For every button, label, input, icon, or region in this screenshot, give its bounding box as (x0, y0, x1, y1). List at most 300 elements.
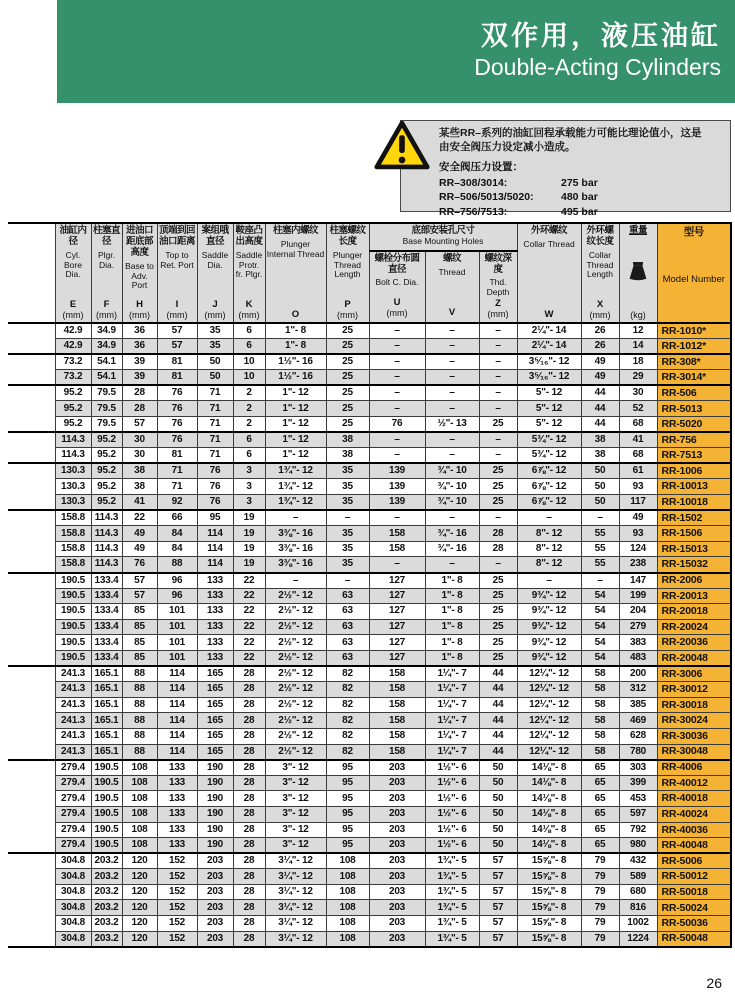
value-cell: 203 (369, 822, 425, 838)
model-cell: RR-1010* (657, 323, 731, 339)
value-cell: 203 (369, 806, 425, 822)
value-cell: 44 (581, 401, 619, 417)
value-cell: 50 (581, 463, 619, 479)
value-cell: 2½"- 12 (265, 635, 326, 651)
value-cell: 158 (369, 541, 425, 557)
value-cell: 82 (326, 728, 369, 744)
pressure-model: RR–308/3014: (439, 176, 508, 189)
value-cell: 76 (122, 557, 157, 573)
value-cell: 133 (197, 588, 233, 604)
table-row (8, 791, 731, 807)
margin-rail-cell (8, 682, 55, 698)
value-cell: 10 (233, 354, 265, 370)
value-cell: 57 (479, 853, 517, 869)
value-cell: – (581, 510, 619, 526)
value-cell: 28 (122, 401, 157, 417)
value-cell: 165 (197, 728, 233, 744)
value-cell: 108 (326, 884, 369, 900)
value-cell: 108 (326, 869, 369, 885)
value-cell: 63 (326, 604, 369, 620)
value-cell: 44 (479, 744, 517, 760)
value-cell: 82 (326, 697, 369, 713)
value-cell: 68 (619, 448, 657, 464)
value-cell: 35 (326, 463, 369, 479)
value-cell: 28 (233, 728, 265, 744)
value-cell: 15⅝"- 8 (517, 869, 581, 885)
col-header-mount-thread: 螺纹 Thread V (425, 251, 479, 323)
value-cell: – (479, 354, 517, 370)
model-cell: RR-1012* (657, 339, 731, 355)
value-cell: 190.5 (91, 775, 122, 791)
value-cell: 1"- 12 (265, 448, 326, 464)
value-cell: 22 (122, 510, 157, 526)
value-cell: 49 (581, 370, 619, 386)
value-cell: 76 (197, 463, 233, 479)
value-cell: 54 (581, 604, 619, 620)
value-cell: 52 (619, 401, 657, 417)
model-cell: RR-3006 (657, 666, 731, 682)
value-cell: 54.1 (91, 370, 122, 386)
value-cell: 133 (197, 619, 233, 635)
model-cell: RR-30018 (657, 697, 731, 713)
value-cell: 1¾"- 5 (425, 931, 479, 947)
table-row (8, 526, 731, 542)
table-row (8, 760, 731, 776)
value-cell: 57 (122, 588, 157, 604)
value-cell: 12¼"- 12 (517, 682, 581, 698)
spec-table (8, 222, 732, 948)
value-cell: 28 (233, 884, 265, 900)
value-cell: 19 (233, 510, 265, 526)
model-cell: RR-1006 (657, 463, 731, 479)
margin-rail-cell (8, 744, 55, 760)
value-cell: 303 (619, 760, 657, 776)
value-cell: 81 (157, 354, 197, 370)
model-cell: RR-20048 (657, 650, 731, 666)
value-cell: 34.9 (91, 323, 122, 339)
value-cell: 101 (157, 635, 197, 651)
table-row (8, 916, 731, 932)
margin-rail-cell (8, 385, 55, 401)
value-cell: 9¾"- 12 (517, 604, 581, 620)
value-cell: 114 (197, 541, 233, 557)
value-cell: 1¾"- 12 (265, 479, 326, 495)
value-cell: 190.5 (91, 791, 122, 807)
value-cell: 79.5 (91, 417, 122, 433)
value-cell: 1"- 12 (265, 385, 326, 401)
value-cell: – (425, 557, 479, 573)
spec-table-wrap (8, 222, 732, 948)
model-cell: RR-50048 (657, 931, 731, 947)
value-cell: 279.4 (55, 775, 91, 791)
value-cell: 133 (157, 822, 197, 838)
value-cell: 6⅞"- 12 (517, 495, 581, 511)
value-cell: 158.8 (55, 541, 91, 557)
model-cell: RR-40018 (657, 791, 731, 807)
value-cell: 25 (479, 650, 517, 666)
value-cell: 279.4 (55, 760, 91, 776)
value-cell: 190.5 (55, 619, 91, 635)
value-cell: 38 (122, 479, 157, 495)
value-cell: 114.3 (91, 557, 122, 573)
model-cell: RR-756 (657, 432, 731, 448)
value-cell: – (369, 401, 425, 417)
col-header-top-port: 顶端到回油口距离 Top to Ret. Port I (mm) (157, 223, 197, 323)
value-cell: 25 (326, 401, 369, 417)
model-cell: RR-40012 (657, 775, 731, 791)
value-cell: 9¾"- 12 (517, 588, 581, 604)
value-cell: 101 (157, 619, 197, 635)
value-cell: 190.5 (55, 635, 91, 651)
value-cell: 82 (326, 666, 369, 682)
value-cell: 279.4 (55, 822, 91, 838)
value-cell: 165 (197, 666, 233, 682)
value-cell: 628 (619, 728, 657, 744)
value-cell: 133.4 (91, 588, 122, 604)
value-cell: 1¾"- 12 (265, 463, 326, 479)
value-cell: 26 (581, 339, 619, 355)
value-cell: 1¼"- 7 (425, 728, 479, 744)
table-row (8, 869, 731, 885)
table-row (8, 822, 731, 838)
value-cell: 25 (326, 385, 369, 401)
value-cell: 84 (157, 541, 197, 557)
value-cell: 3 (233, 479, 265, 495)
value-cell: 133 (197, 604, 233, 620)
model-cell: RR-10013 (657, 479, 731, 495)
value-cell: 203.2 (91, 869, 122, 885)
value-cell: 203 (197, 884, 233, 900)
value-cell: 1½"- 6 (425, 838, 479, 854)
value-cell: 65 (581, 838, 619, 854)
value-cell: 22 (233, 635, 265, 651)
value-cell: 14⅛"- 8 (517, 838, 581, 854)
value-cell: 165.1 (91, 744, 122, 760)
value-cell: 1"- 8 (425, 604, 479, 620)
value-cell: 3⁵⁄₁₆"- 12 (517, 354, 581, 370)
value-cell: 139 (369, 479, 425, 495)
table-row (8, 884, 731, 900)
value-cell: 279.4 (55, 791, 91, 807)
margin-rail-cell (8, 588, 55, 604)
value-cell: 1002 (619, 916, 657, 932)
value-cell: 203 (369, 791, 425, 807)
value-cell: 2 (233, 417, 265, 433)
value-cell: 304.8 (55, 916, 91, 932)
table-row (8, 713, 731, 729)
value-cell: 158 (369, 744, 425, 760)
table-row (8, 697, 731, 713)
value-cell: 158 (369, 697, 425, 713)
value-cell: 1"- 8 (425, 650, 479, 666)
value-cell: 28 (233, 666, 265, 682)
value-cell: 38 (581, 432, 619, 448)
value-cell: 28 (233, 806, 265, 822)
value-cell: 117 (619, 495, 657, 511)
value-cell: 241.3 (55, 713, 91, 729)
value-cell: 1224 (619, 931, 657, 947)
value-cell: 203.2 (91, 884, 122, 900)
table-row (8, 650, 731, 666)
value-cell: 22 (233, 604, 265, 620)
value-cell: 1¾"- 5 (425, 853, 479, 869)
value-cell: 49 (122, 526, 157, 542)
value-cell: 114 (197, 557, 233, 573)
value-cell: 44 (479, 697, 517, 713)
value-cell: 25 (479, 479, 517, 495)
value-cell: 108 (122, 806, 157, 822)
value-cell: 2½"- 12 (265, 588, 326, 604)
value-cell: 2½"- 12 (265, 682, 326, 698)
value-cell: 79 (581, 869, 619, 885)
value-cell: – (425, 448, 479, 464)
value-cell: 28 (233, 744, 265, 760)
value-cell: 190 (197, 806, 233, 822)
value-cell: 65 (581, 822, 619, 838)
value-cell: 12 (619, 323, 657, 339)
value-cell: 30 (122, 448, 157, 464)
margin-rail-cell (8, 573, 55, 589)
value-cell: – (369, 385, 425, 401)
value-cell: ¾"- 16 (425, 526, 479, 542)
value-cell: 22 (233, 650, 265, 666)
model-cell: RR-2006 (657, 573, 731, 589)
value-cell: 114 (157, 744, 197, 760)
value-cell: 5"- 12 (517, 385, 581, 401)
model-cell: RR-5006 (657, 853, 731, 869)
value-cell: 1"- 8 (425, 635, 479, 651)
model-cell: RR-7513 (657, 448, 731, 464)
value-cell: 3¼"- 12 (265, 916, 326, 932)
value-cell: 190.5 (91, 806, 122, 822)
value-cell: 158.8 (55, 557, 91, 573)
value-cell: 6⅞"- 12 (517, 479, 581, 495)
value-cell: 152 (157, 900, 197, 916)
margin-rail-cell (8, 370, 55, 386)
value-cell: 1¼"- 7 (425, 713, 479, 729)
value-cell: 3"- 12 (265, 791, 326, 807)
value-cell: 8"- 12 (517, 526, 581, 542)
value-cell: 1½"- 6 (425, 760, 479, 776)
value-cell: 25 (479, 619, 517, 635)
value-cell: 3⅜"- 16 (265, 541, 326, 557)
value-cell: 139 (369, 495, 425, 511)
value-cell: 58 (581, 697, 619, 713)
page-number: 26 (706, 975, 722, 991)
value-cell: ¾"- 16 (425, 541, 479, 557)
value-cell: – (425, 385, 479, 401)
col-header-saddle-dia: 案组哦直径 Saddle Dia. J (mm) (197, 223, 233, 323)
value-cell: – (326, 573, 369, 589)
value-cell: 50 (479, 760, 517, 776)
table-row (8, 806, 731, 822)
value-cell: 50 (479, 838, 517, 854)
margin-rail-cell (8, 760, 55, 776)
value-cell: 152 (157, 853, 197, 869)
page-banner (57, 0, 735, 103)
value-cell: 71 (197, 432, 233, 448)
value-cell: 8"- 12 (517, 557, 581, 573)
value-cell: 1"- 12 (265, 401, 326, 417)
value-cell: 1¼"- 7 (425, 666, 479, 682)
value-cell: 50 (197, 354, 233, 370)
model-cell: RR-30024 (657, 713, 731, 729)
value-cell: 66 (157, 510, 197, 526)
value-cell: 6 (233, 339, 265, 355)
value-cell: 58 (581, 666, 619, 682)
table-row (8, 495, 731, 511)
value-cell: 71 (157, 479, 197, 495)
value-cell: 980 (619, 838, 657, 854)
value-cell: 2 (233, 385, 265, 401)
value-cell: 63 (326, 650, 369, 666)
value-cell: 133 (197, 573, 233, 589)
margin-rail-cell (8, 916, 55, 932)
model-cell: RR-20024 (657, 619, 731, 635)
margin-rail-cell (8, 463, 55, 479)
value-cell: 1½"- 16 (265, 370, 326, 386)
margin-rail-cell (8, 541, 55, 557)
value-cell: 165.1 (91, 682, 122, 698)
value-cell: 108 (326, 900, 369, 916)
value-cell: 203.2 (91, 916, 122, 932)
margin-rail-cell (8, 900, 55, 916)
table-row (8, 744, 731, 760)
model-cell: RR-50018 (657, 884, 731, 900)
model-cell: RR-30036 (657, 728, 731, 744)
value-cell: 5"- 12 (517, 401, 581, 417)
value-cell: 1¾"- 5 (425, 884, 479, 900)
pressure-model: RR–756/7513: (439, 205, 508, 218)
value-cell: – (581, 573, 619, 589)
value-cell: – (369, 432, 425, 448)
table-row (8, 635, 731, 651)
value-cell: 597 (619, 806, 657, 822)
value-cell: 1"- 8 (265, 323, 326, 339)
value-cell: – (265, 510, 326, 526)
value-cell: 780 (619, 744, 657, 760)
table-row (8, 370, 731, 386)
value-cell: 12¼"- 12 (517, 697, 581, 713)
value-cell: 241.3 (55, 744, 91, 760)
margin-rail-cell (8, 479, 55, 495)
col-header-plunger-thread-length: 柱塞螺纹长度 Plunger Thread Length P (mm) (326, 223, 369, 323)
value-cell: 114 (157, 713, 197, 729)
value-cell: 6 (233, 448, 265, 464)
value-cell: 28 (233, 900, 265, 916)
value-cell: 139 (369, 463, 425, 479)
value-cell: 76 (157, 432, 197, 448)
value-cell: 101 (157, 650, 197, 666)
margin-rail-cell (8, 838, 55, 854)
page-title-en: Double-Acting Cylinders (474, 54, 721, 81)
value-cell: 96 (157, 588, 197, 604)
margin-rail-cell (8, 806, 55, 822)
value-cell: 1¾"- 5 (425, 900, 479, 916)
value-cell: 199 (619, 588, 657, 604)
value-cell: 12¼"- 12 (517, 728, 581, 744)
value-cell: 190 (197, 760, 233, 776)
value-cell: 1¾"- 12 (265, 495, 326, 511)
value-cell: 1½"- 6 (425, 775, 479, 791)
value-cell: 5"- 12 (517, 417, 581, 433)
col-header-collar-thread: 外环螺纹 Collar Thread W (517, 223, 581, 323)
table-row (8, 354, 731, 370)
value-cell: 114 (157, 728, 197, 744)
value-cell: 42.9 (55, 339, 91, 355)
value-cell: 241.3 (55, 728, 91, 744)
value-cell: 50 (479, 806, 517, 822)
value-cell: 190 (197, 822, 233, 838)
value-cell: 1"- 12 (265, 417, 326, 433)
value-cell: 76 (369, 417, 425, 433)
margin-rail-cell (8, 853, 55, 869)
value-cell: 158 (369, 728, 425, 744)
value-cell: 88 (157, 557, 197, 573)
value-cell: 1¼"- 7 (425, 744, 479, 760)
value-cell: 133.4 (91, 604, 122, 620)
value-cell: 28 (233, 697, 265, 713)
col-header-base-port: 进油口距底部高度 Base to Adv. Port H (mm) (122, 223, 157, 323)
table-row (8, 604, 731, 620)
value-cell: 203 (369, 884, 425, 900)
value-cell: 71 (197, 401, 233, 417)
value-cell: 14⅛"- 8 (517, 760, 581, 776)
margin-rail-cell (8, 775, 55, 791)
value-cell: 85 (122, 650, 157, 666)
value-cell: 120 (122, 900, 157, 916)
value-cell: 158 (369, 526, 425, 542)
value-cell: 57 (479, 916, 517, 932)
value-cell: 190.5 (91, 760, 122, 776)
value-cell: 58 (581, 682, 619, 698)
value-cell: 127 (369, 573, 425, 589)
value-cell: – (425, 354, 479, 370)
value-cell: 28 (233, 760, 265, 776)
value-cell: 95.2 (91, 479, 122, 495)
value-cell: 120 (122, 884, 157, 900)
value-cell: 44 (479, 682, 517, 698)
value-cell: 57 (122, 417, 157, 433)
model-cell: RR-308* (657, 354, 731, 370)
value-cell: 1½"- 6 (425, 806, 479, 822)
value-cell: 127 (369, 635, 425, 651)
value-cell: 241.3 (55, 666, 91, 682)
value-cell: 25 (326, 417, 369, 433)
col-header-plunger-dia: 柱塞直径 Plgr. Dia. F (mm) (91, 223, 122, 323)
value-cell: 304.8 (55, 853, 91, 869)
model-cell: RR-20036 (657, 635, 731, 651)
value-cell: 93 (619, 479, 657, 495)
value-cell: 130.3 (55, 463, 91, 479)
value-cell: 2¼"- 14 (517, 339, 581, 355)
value-cell: 203 (369, 838, 425, 854)
value-cell: 6 (233, 323, 265, 339)
value-cell: 41 (619, 432, 657, 448)
margin-rail-cell (8, 619, 55, 635)
value-cell: 3⅜"- 16 (265, 526, 326, 542)
value-cell: 79 (581, 900, 619, 916)
value-cell: 3"- 12 (265, 760, 326, 776)
value-cell: – (479, 448, 517, 464)
value-cell: 200 (619, 666, 657, 682)
col-header-plunger-thread: 柱塞内螺纹 Plunger Internal Thread O (265, 223, 326, 323)
value-cell: 26 (581, 323, 619, 339)
value-cell: 165.1 (91, 713, 122, 729)
value-cell: 25 (479, 604, 517, 620)
value-cell: 1¼"- 7 (425, 682, 479, 698)
value-cell: 1"- 12 (265, 432, 326, 448)
